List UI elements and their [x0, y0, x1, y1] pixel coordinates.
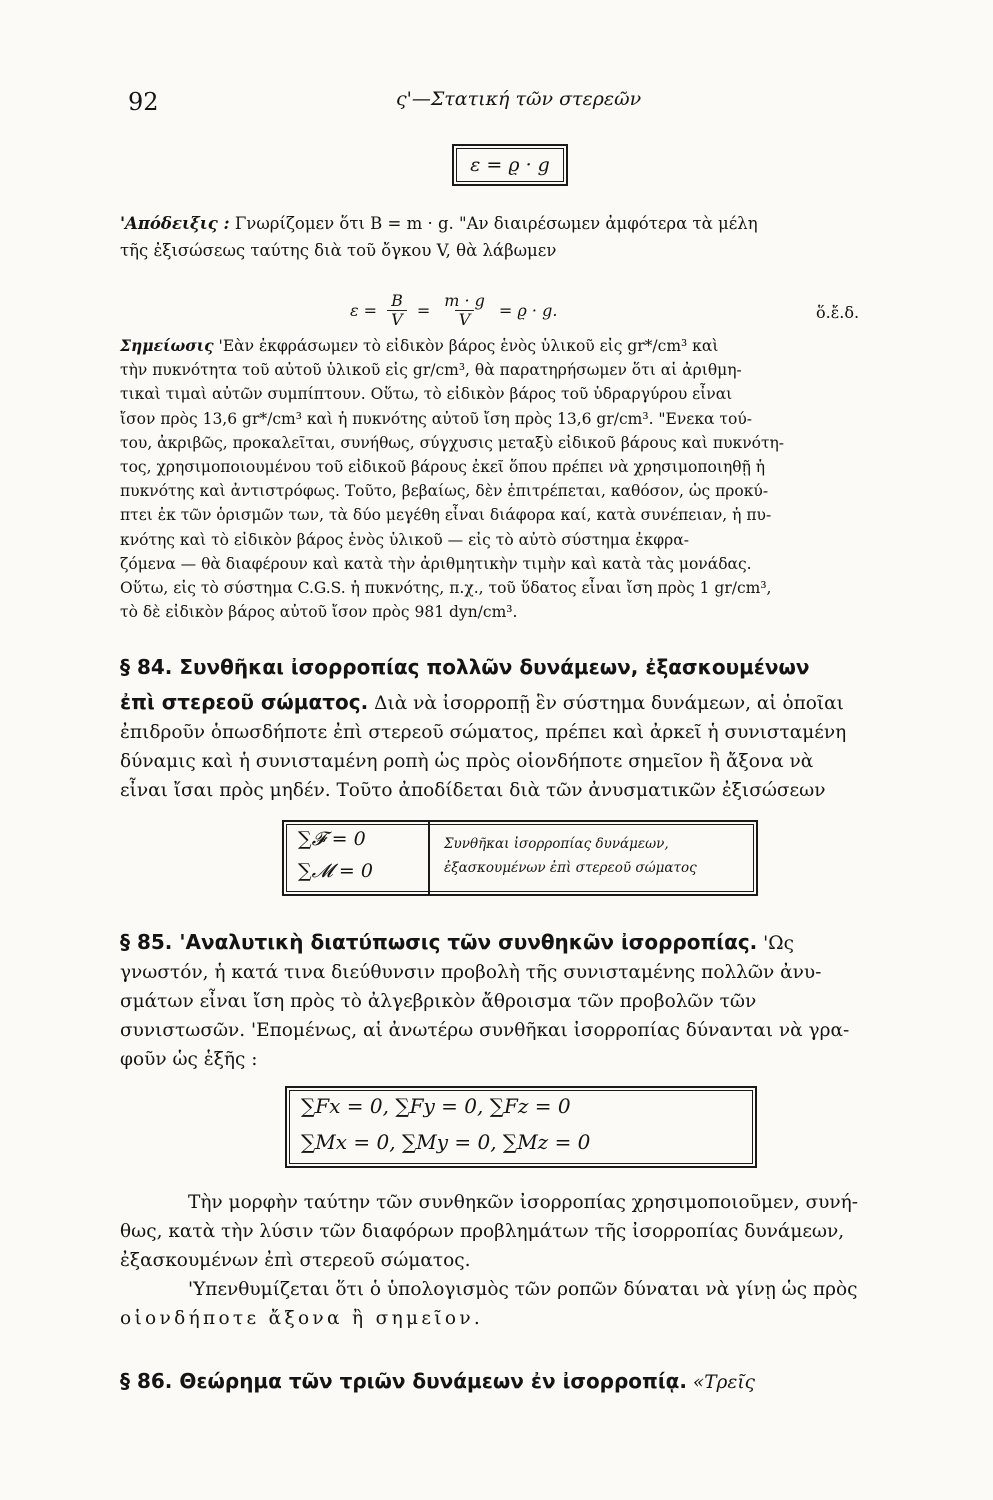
formula-specific-weight: ε = ϱ · g	[470, 154, 550, 176]
running-header-title: ς'—Στατική τῶν στερεῶν	[396, 88, 642, 110]
proof-equation	[350, 292, 557, 329]
remark-label: Σημείωσις	[120, 336, 214, 355]
remark-line: του, ἀκριβῶς, προκαλεῖται, συνήθως, σύγχυσις μεταξὺ εἰδικοῦ βάρους καὶ πυκνότη-	[120, 433, 785, 452]
section-84-line: εἶναι ἴσαι πρὸς μηδέν. Τοῦτο ἀποδίδεται διὰ τῶν ἀνυσματικῶν ἐξισώσεων	[120, 780, 826, 801]
section-84-line: δύναμις καὶ ἡ συνισταμένη ροπὴ ὡς πρὸς οἱονδήποτε σημεῖον ἢ ἄξονα νὰ	[120, 751, 814, 772]
remark-line: Οὕτω, εἰς τὸ σύστημα C.G.S. ἡ πυκνότης, π.χ., τοῦ ὕδατος εἶναι ἴση πρὸς 1 gr/cm³,	[120, 579, 772, 598]
section-85-line: γνωστόν, ἡ κατά τινα διεύθυνσιν προβολὴ τῆς συνισταμένης πολλῶν ἀνυ-	[120, 962, 822, 983]
section-86-line	[120, 1370, 890, 1394]
section-84-paragraph	[120, 688, 890, 805]
remark-line: τὸ δὲ εἰδικὸν βάρος αὐτοῦ ἴσον πρὸς 981 dyn/cm³.	[120, 603, 518, 622]
formula-box-specific-weight	[452, 144, 568, 186]
fraction-numerator: m · g	[444, 291, 485, 310]
remark-line: πτει ἐκ τῶν ὁρισμῶν των, τὰ δύο μεγέθη εἶναι διάφορα καί, κατὰ συνέπειαν, ἡ πυ-	[120, 506, 772, 525]
section-85-line: 'Ως	[757, 933, 794, 954]
after-line: ἐξασκουμένων ἐπὶ στερεοῦ σώματος.	[120, 1250, 471, 1271]
after-line: 'Υπενθυμίζεται ὅτι ὁ ὑπολογισμὸς τῶν ροπῶν δύναται νὰ γίνῃ ὡς πρὸς	[188, 1279, 858, 1300]
section-84-heading: § 84. Συνθῆκαι ἰσορροπίας πολλῶν δυνάμεων, ἐξασκουμένων	[120, 655, 810, 679]
after-line: οἱονδήποτε ἄξονα ἢ σημεῖον.	[120, 1308, 484, 1329]
fraction-denominator: V	[387, 310, 407, 329]
section-86-tail: «Τρεῖς	[687, 1372, 755, 1393]
qed-mark: ὅ.ἔ.δ.	[816, 303, 860, 322]
proof-text-1: Γνωρίζομεν ὅτι B = m · g. "Αν διαιρέσωμεν ἀμφότερα τὰ μέλη	[229, 214, 758, 233]
fraction-numerator: B	[391, 291, 403, 310]
fraction-b-over-v	[387, 292, 407, 329]
section-86-heading: § 86. Θεώρημα τῶν τριῶν δυνάμεων ἐν ἰσορροπίᾳ.	[120, 1369, 688, 1393]
remark-line: ἴσον πρὸς 13,6 gr*/cm³ καὶ ἡ πυκνότης αὐτοῦ ἴση πρὸς 13,6 gr/cm³. "Ενεκα τού-	[120, 409, 752, 428]
section-84-line: Διὰ νὰ ἰσορροπῇ ἓν σύστημα δυνάμεων, αἱ ὁποῖαι	[368, 693, 844, 714]
section-85-heading: § 85. 'Αναλυτικὴ διατύπωσις τῶν συνθηκῶν ἰσορροπίας.	[120, 930, 758, 954]
section-85-line: συνιστωσῶν. 'Επομένως, αἱ ἀνωτέρω συνθῆκαι ἰσορροπίας δύνανται νὰ γρα-	[120, 1020, 850, 1041]
box-divider	[428, 822, 430, 894]
sum-moments-eq: ∑𝓜 = 0	[298, 860, 373, 882]
after-line: θως, κατὰ τὴν λύσιν τῶν διαφόρων προβλημάτων τῆς ἰσορροπίας δυνάμεων,	[120, 1221, 845, 1242]
proof-label: 'Απόδειξις :	[120, 214, 230, 233]
proof-line-2: τῆς ἐξισώσεως ταύτης διὰ τοῦ ὄγκου V, θὰ λάβωμεν	[120, 241, 557, 260]
remark-line: ζόμενα — θὰ διαφέρουν καὶ κατὰ τὴν ἀριθμητικὴν τιμὴν καὶ κατὰ τὰς μονάδας.	[120, 554, 752, 573]
sum-forces-eq: ∑𝓕 = 0	[298, 828, 366, 850]
section-85-after-paragraph	[120, 1188, 890, 1333]
remark-line: κνότης καὶ τὸ εἰδικὸν βάρος ἑνὸς ὑλικοῦ — εἰς τὸ αὐτὸ σύστημα ἐκφρα-	[120, 530, 689, 549]
section-85-paragraph	[120, 928, 890, 1074]
box-caption-line-1: Συνθῆκαι ἰσορροπίας δυνάμεων,	[444, 836, 669, 852]
scalar-equilibrium-box	[285, 1086, 757, 1168]
remark-line: πυκνότης καὶ ἀντιστρόφως. Τοῦτο, βεβαίως, δὲν ἐπιτρέπεται, καθόσον, ὡς προκύ-	[120, 482, 769, 501]
remark-line: τικαὶ τιμαὶ αὐτῶν συμπίπτουν. Οὕτω, τὸ εἰδικὸν βάρος τοῦ ὑδραργύρου εἶναι	[120, 385, 733, 404]
box-caption-line-2: ἐξασκουμένων ἐπὶ στερεοῦ σώματος	[444, 860, 697, 876]
after-line: Τὴν μορφὴν ταύτην τῶν συνθηκῶν ἰσορροπίας χρησιμοποιοῦμεν, συνή-	[188, 1192, 859, 1213]
remark-line: τὴν πυκνότητα τοῦ αὐτοῦ ὑλικοῦ εἰς gr/cm³, θὰ παρατηρήσωμεν ὅτι αἱ ἀριθμη-	[120, 361, 742, 380]
section-85-line: σμάτων εἶναι ἴση πρὸς τὸ ἀλγεβρικὸν ἄθροισμα τῶν προβολῶν τῶν	[120, 991, 757, 1012]
eq-rhs: = ϱ · g.	[498, 301, 558, 320]
fraction-denominator: V	[455, 310, 475, 329]
remark-line: τος, χρησιμοποιουμένου τοῦ εἰδικοῦ βάρους ἐκεῖ ὅπου πρέπει νὰ χρησιμοποιηθῇ ἡ	[120, 458, 766, 477]
equilibrium-vector-box	[282, 820, 758, 896]
section-84-line: ἐπιδροῦν ὁπωσδήποτε ἐπὶ στερεοῦ σώματος, πρέπει καὶ ἀρκεῖ ἡ συνισταμένη	[120, 722, 847, 743]
page-number: 92	[128, 88, 159, 116]
eq-middle: =	[416, 301, 431, 320]
eq-lhs: ε =	[350, 301, 378, 320]
moment-components-eq: ∑Mx = 0, ∑My = 0, ∑Mz = 0	[301, 1130, 591, 1154]
section-84-heading-cont: ἐπὶ στερεοῦ σώματος.	[120, 690, 369, 714]
remark-line: 'Εὰν ἐκφράσωμεν τὸ εἰδικὸν βάρος ἑνὸς ὑλικοῦ εἰς gr*/cm³ καὶ	[213, 337, 719, 355]
proof-line-1	[120, 212, 890, 235]
fraction-mg-over-v	[440, 292, 489, 329]
force-components-eq: ∑Fx = 0, ∑Fy = 0, ∑Fz = 0	[301, 1094, 571, 1118]
section-85-line: φοῦν ὡς ἑξῆς :	[120, 1049, 258, 1070]
remark-paragraph	[120, 334, 890, 624]
